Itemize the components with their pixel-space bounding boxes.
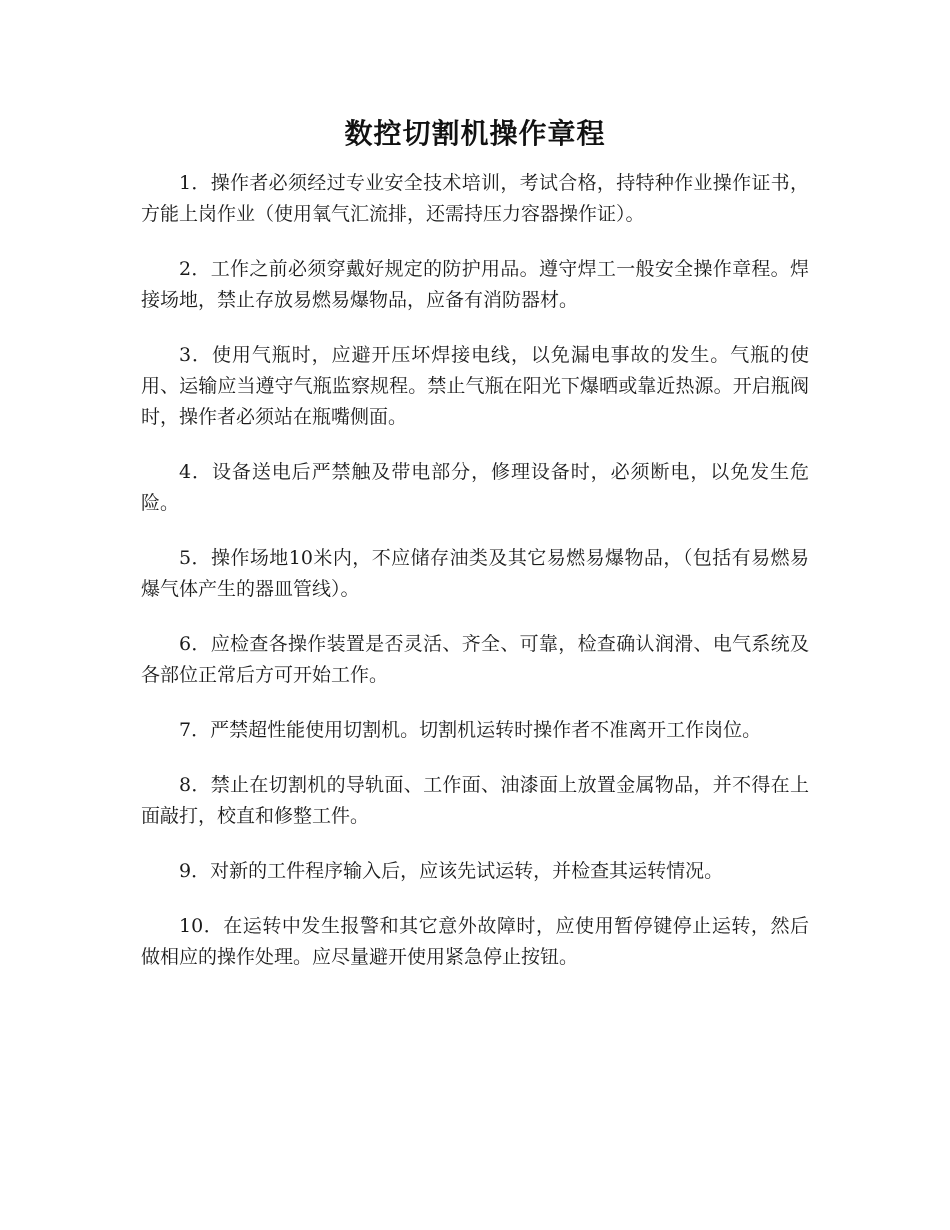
document-body (141, 168, 809, 997)
rule-paragraph-1: 1．操作者必须经过专业安全技术培训，考试合格，持特种作业操作证书，方能上岗作业（使用氧气汇流排，还需持压力容器操作证）。 (141, 172, 809, 225)
rule-paragraph-4: 4．设备送电后严禁触及带电部分，修理设备时，必须断电，以免发生危险。 (141, 461, 809, 514)
rule-paragraph-7: 7．严禁超性能使用切割机。切割机运转时操作者不准离开工作岗位。 (179, 719, 762, 741)
rule-paragraph-3: 3．使用气瓶时，应避开压坏焊接电线，以免漏电事故的发生。气瓶的使用、运输应当遵守气瓶监察规程。禁止气瓶在阳光下爆晒或靠近热源。开启瓶阀时，操作者必须站在瓶嘴侧面。 (141, 344, 809, 428)
rule-paragraph-10: 10．在运转中发生报警和其它意外故障时，应使用暂停键停止运转，然后做相应的操作处理。应尽量避开使用紧急停止按钮。 (141, 915, 809, 968)
rule-paragraph-9: 9．对新的工件程序输入后，应该先试运转，并检查其运转情况。 (179, 860, 724, 882)
rule-paragraph-8: 8．禁止在切割机的导轨面、工作面、油漆面上放置金属物品，并不得在上面敲打，校直和修整工件。 (141, 774, 809, 827)
rule-paragraph-2: 2．工作之前必须穿戴好规定的防护用品。遵守焊工一般安全操作章程。焊接场地，禁止存放易燃易爆物品，应备有消防器材。 (141, 258, 809, 311)
document-title: 数控切割机操作章程 (344, 117, 606, 150)
rule-paragraph-6: 6．应检查各操作装置是否灵活、齐全、可靠，检查确认润滑、电气系统及各部位正常后方可开始工作。 (141, 633, 809, 686)
rule-paragraph-5: 5．操作场地10米内，不应储存油类及其它易燃易爆物品，（包括有易燃易爆气体产生的器皿管线）。 (141, 547, 809, 600)
